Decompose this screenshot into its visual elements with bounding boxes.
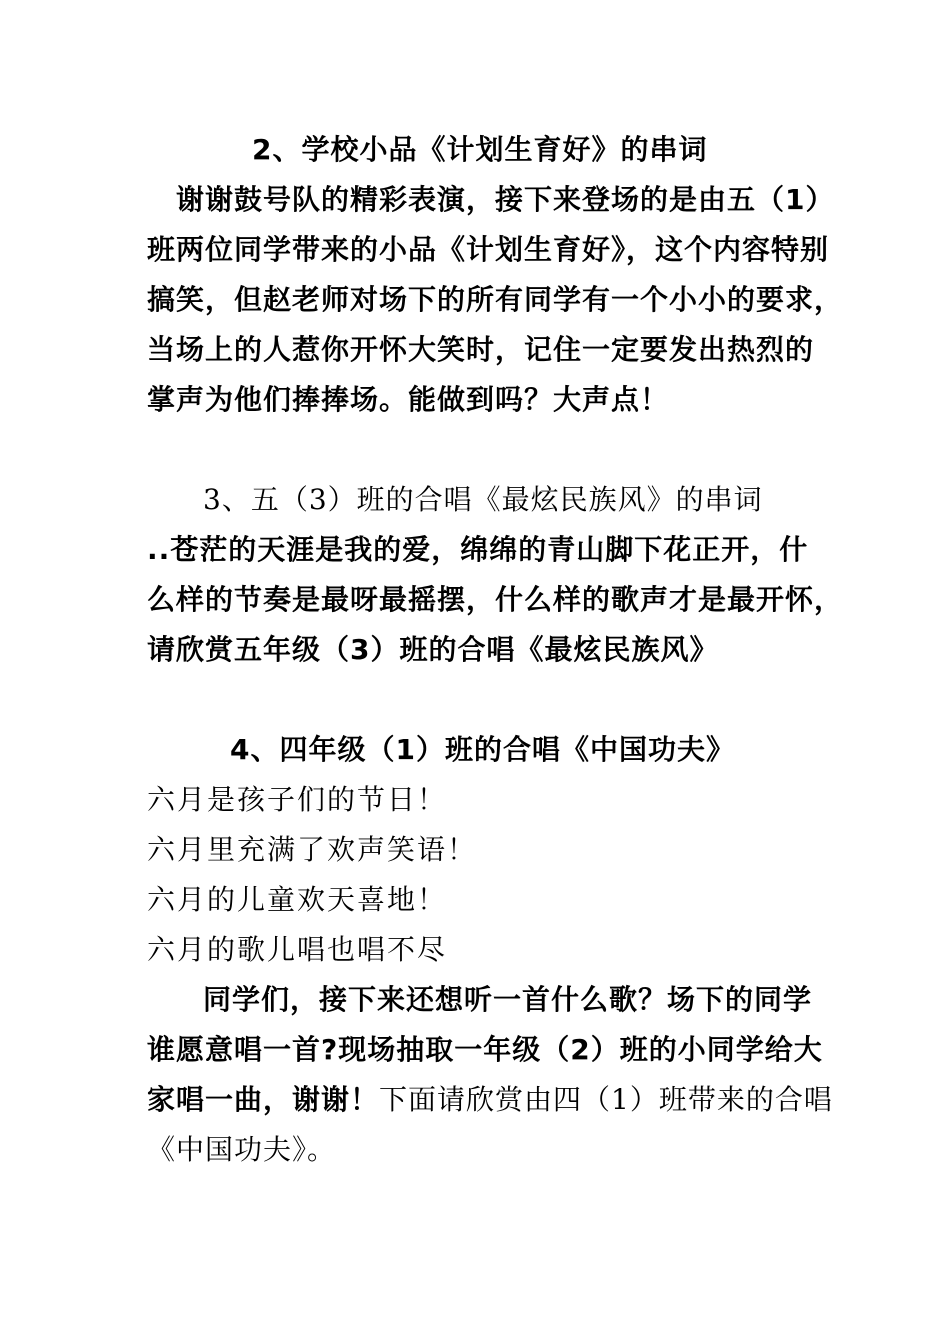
verse-line-3: 六月的儿童欢天喜地！ [147,883,448,916]
section-2-line-1: 谢谢鼓号队的精彩表演，接下来登场的是由五（1） [176,183,835,216]
section-4-para-line-3 [147,1083,833,1118]
verse-line-2: 六月里充满了欢声笑语！ [147,833,478,866]
section-2-line-4: 当场上的人惹你开怀大笑时，记住一定要发出热烈的 [147,333,815,366]
section-4-final-line: 《中国功夫》。 [147,1133,337,1166]
section-3-heading: 3、五（3）班的合唱《最炫民族风》的串词 [203,483,763,516]
verse-line-4: 六月的歌儿唱也唱不尽 [147,933,448,966]
section-4-heading: 4、四年级（1）班的合唱《中国功夫》 [230,733,735,766]
section-2-line-3: 搞笑，但赵老师对场下的所有同学有一个小小的要求， [147,283,844,316]
section-2-line-5: 掌声为他们捧捧场。能做到吗？大声点！ [147,383,670,416]
section-3-line-3: 请欣赏五年级（3）班的合唱《最炫民族风》 [147,633,719,666]
section-2-heading: 2、学校小品《计划生育好》的串词 [252,133,708,166]
section-4-para-line-3-bold: 家唱一曲，谢谢！ [147,1083,380,1116]
section-3-line-2: 么样的节奏是最呀最摇摆，什么样的歌声才是最开怀， [147,583,844,616]
section-4-para-line-2: 谁愿意唱一首?现场抽取一年级（2）班的小同学给大 [147,1033,823,1066]
section-4-para-line-3-plain: 下面请欣赏由四（1）班带来的合唱 [379,1083,833,1116]
section-4-para-line-1: 同学们，接下来还想听一首什么歌？场下的同学 [203,983,813,1016]
verse-line-1: 六月是孩子们的节日！ [147,783,448,816]
section-2-line-2: 班两位同学带来的小品《计划生育好》，这个内容特别 [147,233,830,266]
section-3-line-1: ..苍茫的天涯是我的爱，绵绵的青山脚下花正开，什 [147,533,809,566]
